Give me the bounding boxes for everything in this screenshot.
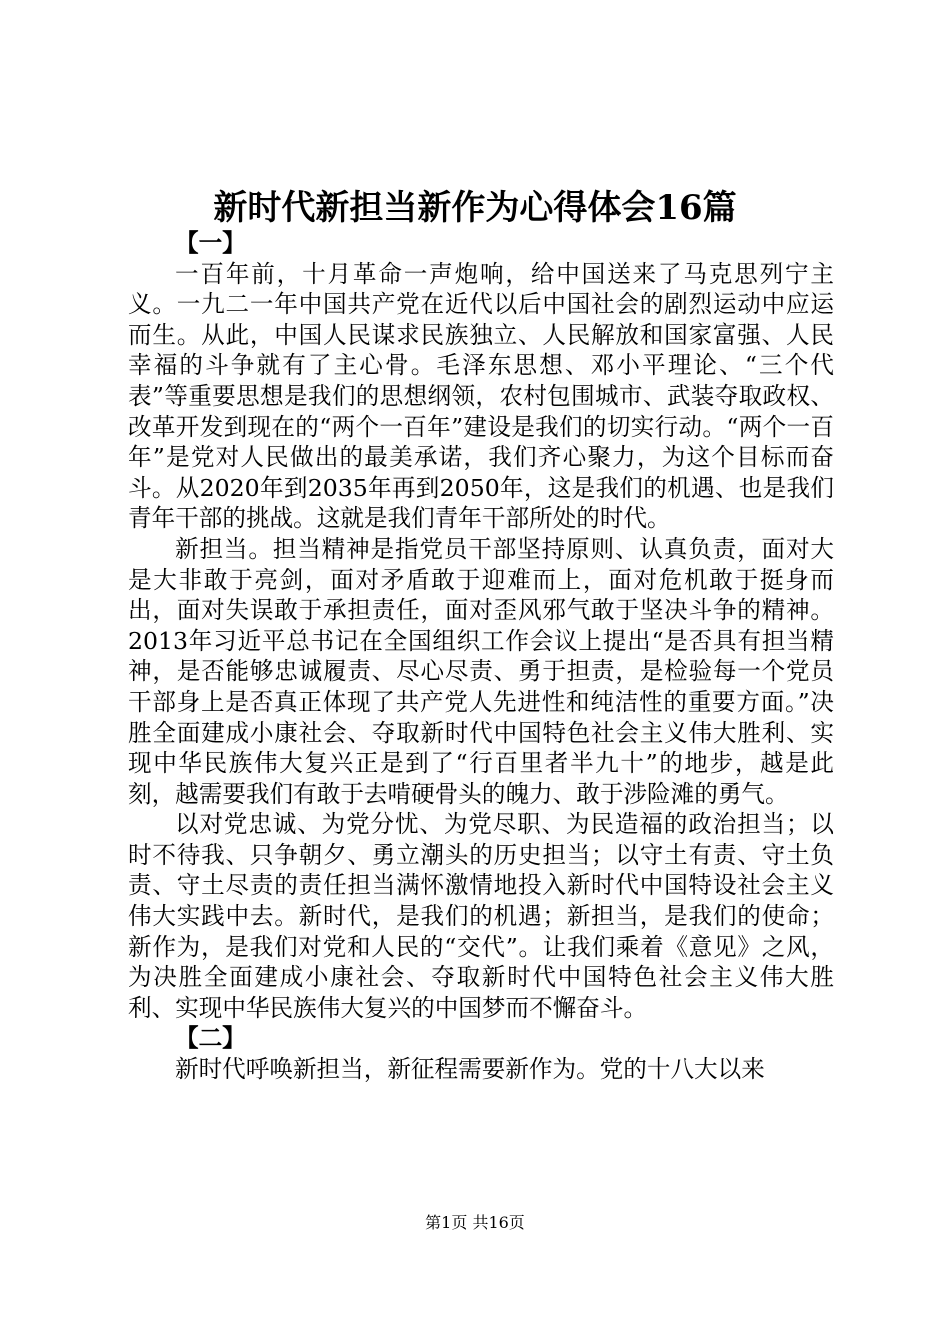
paragraph: 以对党忠诚、为党分忧、为党尽职、为民造福的政治担当；以时不待我、只争朝夕、勇立潮头的历史担当；以守土有责、守土负责、守土尽责的责任担当满怀激情地投入新时代中国特设社会主义伟大实践中去。新时代，是我们的机遇；新担当，是我们的使命；新作为，是我们对党和人民的“交代”。让我们乘着《意见》之风，为决胜全面建成小康社会、夺取新时代中国特色社会主义伟大胜利、实现中华民族伟大复兴的中国梦而不懈奋斗。 [128,810,834,1022]
section-heading-2: 【二】 [175,1024,246,1053]
paragraph: 一百年前，十月革命一声炮响，给中国送来了马克思列宁主义。一九二一年中国共产党在近代以后中国社会的剧烈运动中应运而生。从此，中国人民谋求民族独立、人民解放和国家富强、人民幸福的斗争就有了主心骨。毛泽东思想、邓小平理论、“三个代表”等重要思想是我们的思想纲领，农村包围城市、武装夺取政权、改革开发到现在的“两个一百年”建设是我们的切实行动。“两个一百年”是党对人民做出的最美承诺，我们齐心聚力，为这个目标而奋斗。从2020年到2035年再到2050年，这是我们的机遇、也是我们青年干部的挑战。这就是我们青年干部所处的时代。 [128,259,834,533]
section-heading-1: 【一】 [175,229,246,257]
document-title: 新时代新担当新作为心得体会16篇 [213,188,737,228]
document-body [128,228,834,1085]
paragraph: 新时代呼唤新担当，新征程需要新作为。党的十八大以来 [175,1055,765,1084]
paragraph: 新担当。担当精神是指党员干部坚持原则、认真负责，面对大是大非敢于亮剑，面对矛盾敢于迎难而上，面对危机敢于挺身而出，面对失误敢于承担责任，面对歪风邪气敢于坚决斗争的精神。2013年习近平总书记在全国组织工作会议上提出“是否具有担当精神，是否能够忠诚履责、尽心尽责、勇于担责，是检验每一个党员干部身上是否真正体现了共产党人先进性和纯洁性的重要方面。”决胜全面建成小康社会、夺取新时代中国特色社会主义伟大胜利、实现中华民族伟大复兴正是到了“行百里者半九十”的地步，越是此刻，越需要我们有敢于去啃硬骨头的魄力、敢于涉险滩的勇气。 [128,534,834,808]
page-footer: 第1页 共16页 [425,1213,525,1232]
